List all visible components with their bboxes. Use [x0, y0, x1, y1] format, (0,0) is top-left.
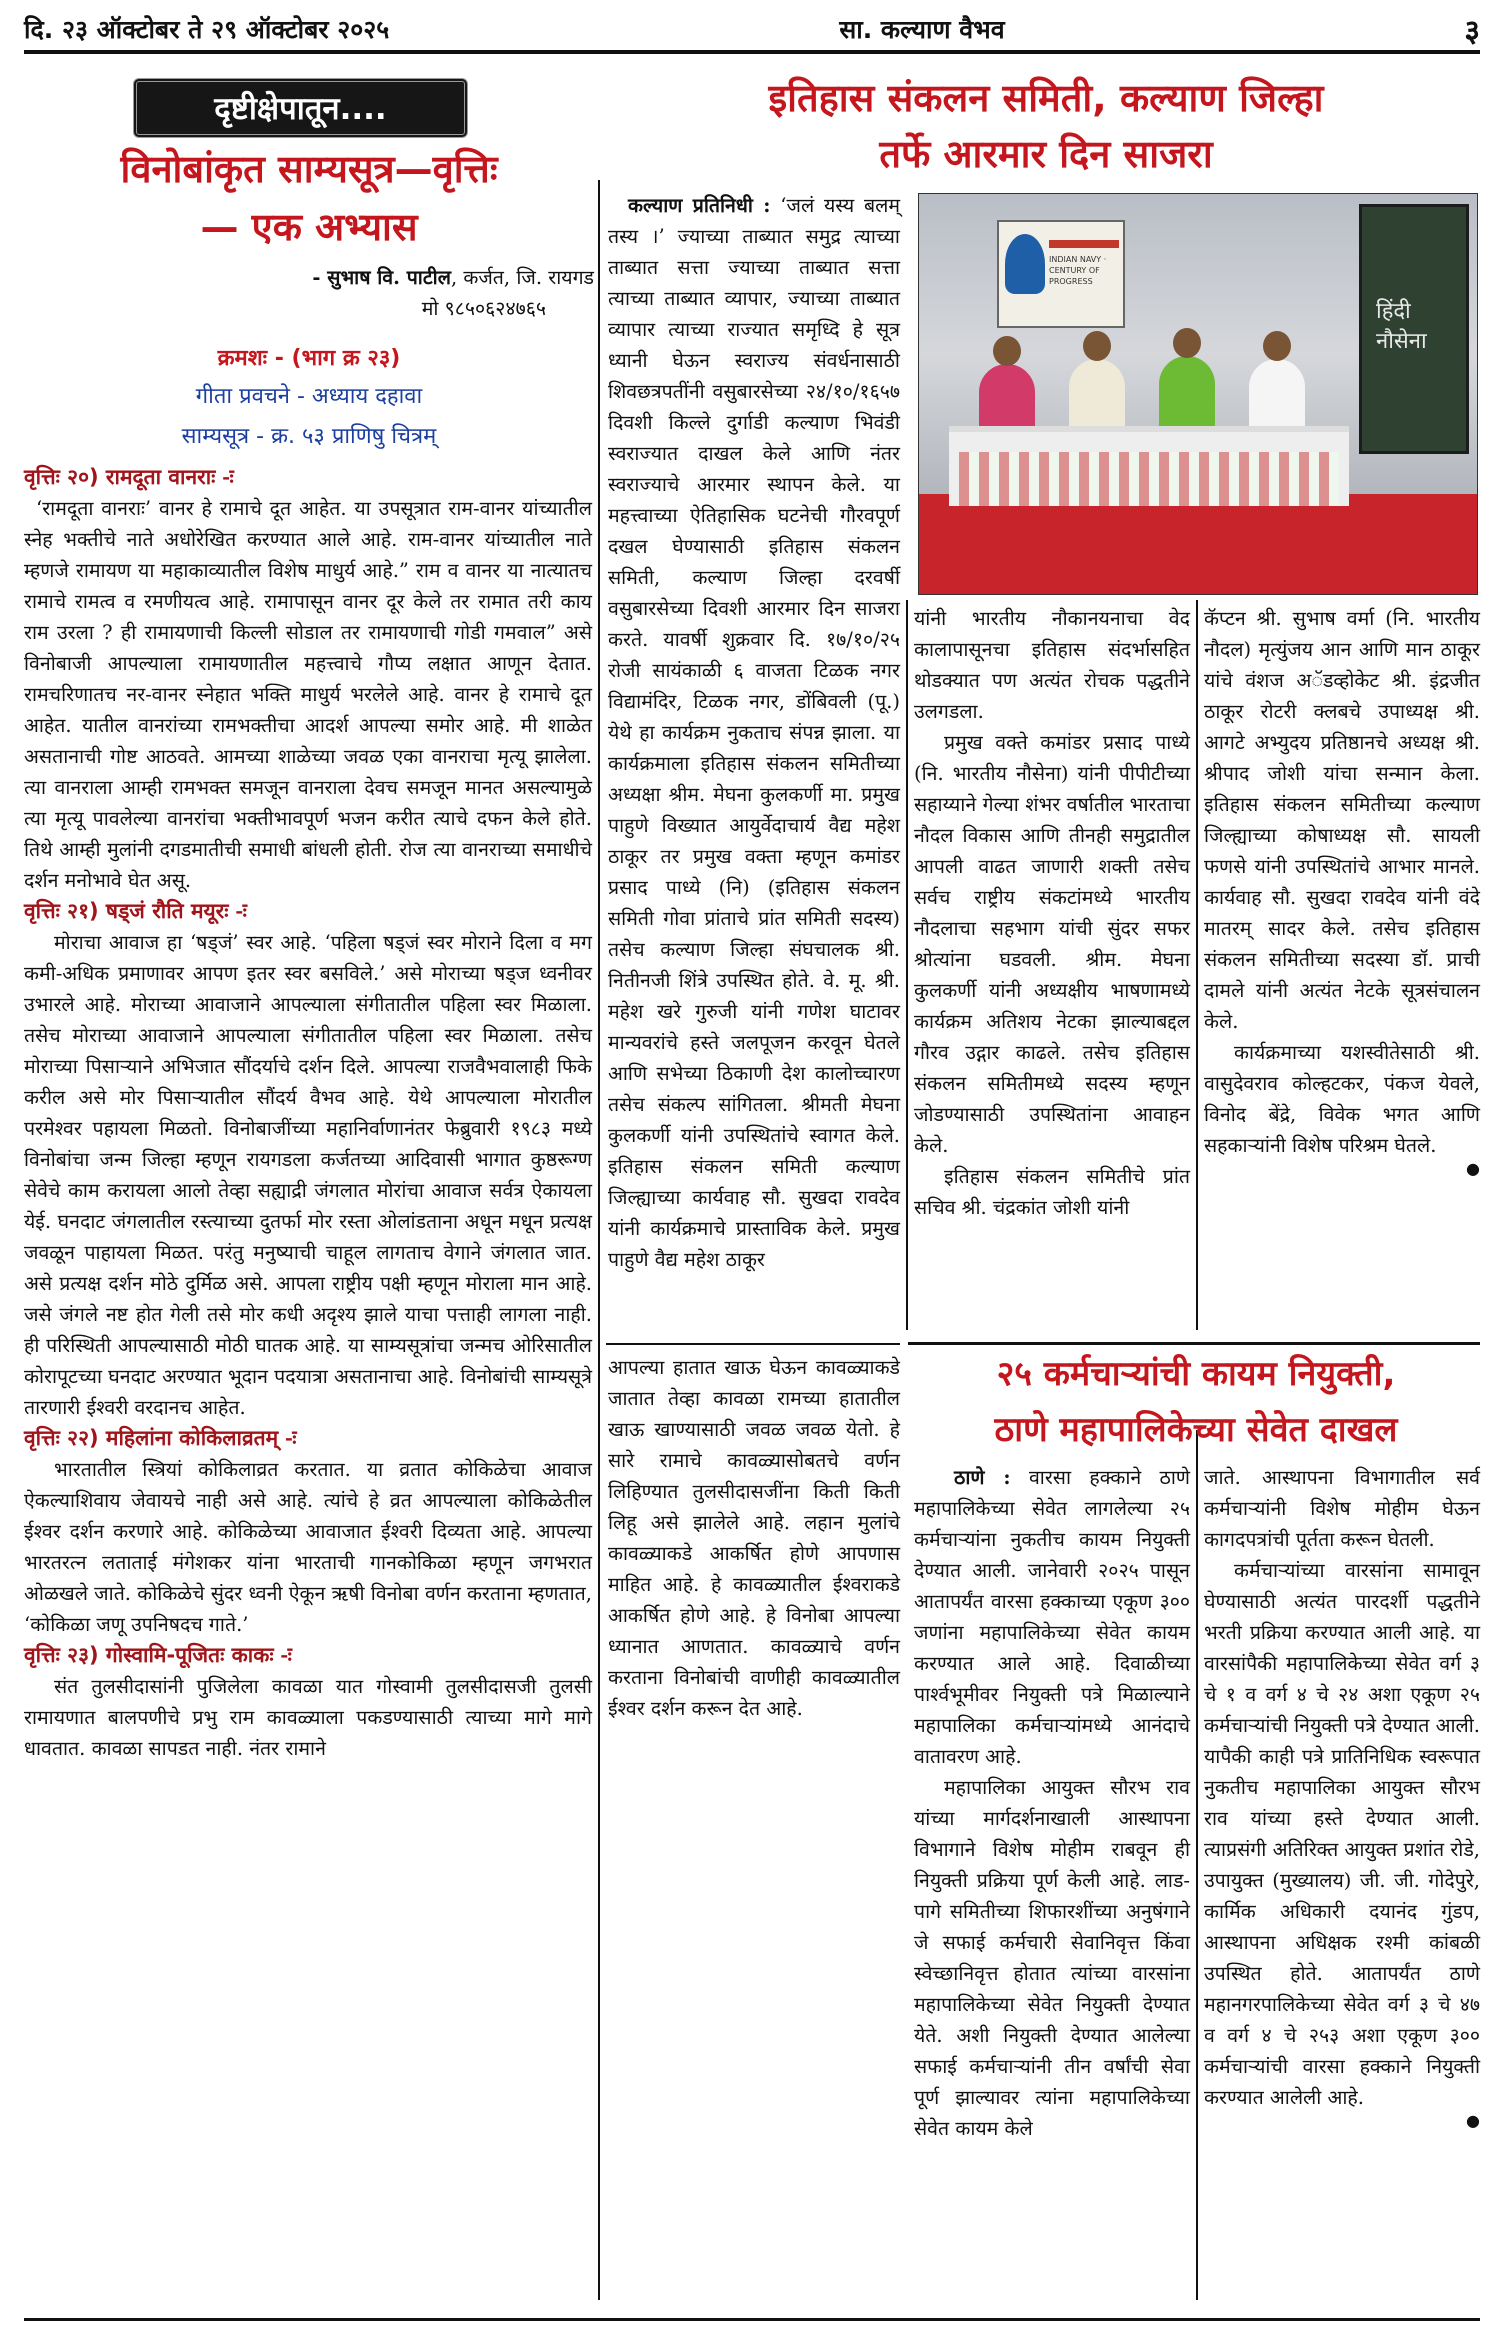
newspaper-name: सा. कल्याण वैभव — [839, 15, 1005, 44]
chalkboard — [1359, 204, 1469, 454]
stage-floor — [919, 494, 1478, 595]
section-heading-21: वृत्तिः २१) षड्जं रौति मयूरः -ः — [24, 899, 247, 923]
column-divider-center — [906, 600, 908, 1330]
right-article-title-line1: २५ कर्मचाऱ्यांची कायम नियुक्ती, — [996, 1354, 1396, 1394]
center-col3-body: कॅप्टन श्री. सुभाष वर्मा (नि. भारतीय नौदल) मृत्युंजय आन आणि मान ठाकूर यांचे वंशज अॅडव्होकेट श्री. इंद्रजीत ठाकूर रोटरी क्लबचे उपाध्यक्ष श्री. आगटे अभ्युदय प्रतिष्ठानचे अध्यक्ष श्री. श्रीपाद जोशी यांचा सन्मान केला. इतिहास संकलन समितीच्या कल्याण जिल्ह्याच्या कोषाध्यक्ष सौ. सायली फणसे यांनी उपस्थितांचे आभार मानले. कार्यवाह सौ. सुखदा रावदेव यांनी वंदे मातरम् सादर केले. तसेच इतिहास संकलन समितीच्या सदस्या डॉ. प्राची दामले यांनी अत्यंत नेटके सूत्रसंचालन केले. — [1204, 607, 1480, 1033]
column-divider-right-top — [1196, 600, 1198, 1330]
section-heading-22: वृत्तिः २२) महिलांना कोकिलाव्रतम् -ः — [24, 1426, 297, 1450]
right-article-col2 — [1204, 1462, 1480, 2129]
center-article-title-line2: तर्फे आरमार दिन साजरा — [879, 132, 1213, 176]
left-article-continuation — [608, 1352, 900, 1724]
right-col1-text: वारसा हक्काने ठाणे महापालिकेच्या सेवेत लागलेल्या २५ कर्मचाऱ्यांना नुकतीच कायम नियुक्ती देण्यात आली. जानेवारी २०२५ पासून आतापर्यंत वारसा हक्काच्या एकूण ३०० जणांना महापालिकेच्या सेवेत कायम करण्यात आले आहे. दिवाळीच्या पार्श्वभूमीवर नियुक्ती पत्रे मिळाल्याने महापालिका कर्मचाऱ्यांमध्ये आनंदाचे वातावरण आहे. — [914, 1466, 1191, 1768]
subtitle-chapter: गीता प्रवचने - अध्याय दहावा — [195, 384, 423, 409]
center-article-col3 — [1204, 603, 1480, 1177]
column-badge: दृष्टीक्षेपातून.... — [133, 78, 468, 138]
center-body-text: ‘जलं यस्य बलम् तस्य ।’ ज्याच्या ताब्यात समुद्र त्याच्या ताब्यात सत्ता ज्याच्या ताब्यात सत्ता त्याच्या ताब्यात व्यापार, ज्याच्या ताब्यात व्यापार त्याच्या राज्यात समृध्दि हे सूत्र ध्यानी घेऊन स्वराज्य संवर्धनासाठी शिवछत्रपतींनी वसुबारसेच्या २४/१०/१६५७ दिवशी किल्ले दुर्गाडी कल्याण भिवंडी स्वराज्यात दाखल केले आणि नंतर स्वराज्याचे आरमार स्थापन केले. या महत्त्वाच्या ऐतिहासिक घटनेची गौरवपूर्ण दखल घेण्यासाठी इतिहास संकलन समिती, कल्याण जिल्हा दरवर्षी वसुबारसेच्या दिवशी आरमार दिन साजरा करते. यावर्षी शुक्रवार दि. १७/१०/२५ रोजी सायंकाळी ६ वाजता टिळक नगर विद्यामंदिर, टिळक नगर, डोंबिवली (पू.) येथे हा कार्यक्रम नुकताच संपन्न झाला. या कार्यक्रमाला इतिहास संकलन समितीच्या अध्यक्षा श्रीम. मेघना कुलकर्णी मा. प्रमुख पाहुणे विख्यात आयुर्वेदाचार्य वैद्य महेश ठाकूर तर प्रमुख वक्ता म्हणून कमांडर प्रसाद पाध्ये (नि) (इतिहास संकलन समिती गोवा प्रांताचे प्रांत समिती सदस्य) तसेच कल्याण जिल्हा संघचालक श्री. नितीनजी शिंत्रे उपस्थित होते. वे. मू. श्री. महेश खरे गुरुजी यांनी गणेश घाटावर मान्यवरांचे हस्ते जलपूजन करवून घेतले आणि सभेच्या ठिकाणी देश कालोच्चारण तसेच संकल्प सांगितला. श्रीमती मेघना कुलकर्णी यांनी उपस्थितांचे स्वागत केले. इतिहास संकलन समिती कल्याण जिल्ह्याच्या कार्यवाह सौ. सुखदा रावदेव यांनी कार्यक्रमाचे प्रास्ताविक केले. प्रमुख पाहुणे वैद्य महेश ठाकूर — [608, 194, 900, 1271]
section-heading-23: वृत्तिः २३) गोस्वामि-पूजितः काकः -ः — [24, 1643, 292, 1667]
series-label: क्रमशः - (भाग क्र २३) — [217, 346, 401, 371]
center-end-mark: ● — [1466, 1159, 1480, 1178]
event-photo — [918, 193, 1478, 595]
page-number: ३ — [1464, 13, 1480, 49]
right-dateline: ठाणे : — [954, 1466, 1011, 1489]
continuation-body: आपल्या हातात खाऊ घेऊन कावळ्याकडे जातात तेव्हा कावळा रामच्या हातातील खाऊ खाण्यासाठी जवळ जवळ येतो. हे सारे रामाचे कावळ्यासोबतचे वर्णन लिहिण्यात तुलसीदासजींना किती किती लिहू असे झालेले आहे. लहान मुलांचे कावळ्याकडे आकर्षित होणे आपणास माहित आहे. हे कावळ्यातील ईश्वराकडे आकर्षित होणे आहे. हे विनोबा आपल्या ध्यानात आणतात. कावळ्याचे वर्णन करताना विनोबांची वाणीही कावळ्यातील ईश्वर दर्शन करून देत आहे. — [608, 1356, 900, 1720]
left-article-body — [24, 462, 592, 1764]
section-body-20: ‘रामदूता वानराः’ वानर हे रामाचे दूत आहेत. या उपसूत्रात राम-वानर यांच्यातील स्नेह भक्तीचे नाते अधोरेखित करण्यात आले आहे. राम-वानर यांच्यातील नाते म्हणजे रामायण या महाकाव्यातील विशेष माधुर्य आहे.” राम व वानर या नात्यातच रामाचे रामत्व व रमणीयत्व आहे. रामापासून वानर दूर केले तर रामात तरी काय राम उरला ? ही रामायणाची किल्ली सोडाल तर रामायणाची गोडी गमवाल” असे विनोबाजी आपल्याला रामायणातील महत्त्वाचे गौप्य लक्षात आणून देतात. रामचरिणातच नर-वानर स्नेहात भक्ति माधुर्य भरलेले आहे. वानर हे रामाचे दूत आहेत. यातील वानरांच्या रामभक्तीचा आदर्श आपल्या समोर आहे. मी शाळेत असतानाची गोष्ट आठवते. आमच्या शाळेच्या जवळ एका वानराचा मृत्यू झालेला. त्या वानराला आम्ही रामभक्त समजून वानराला देवच समजून मानत असल्यामुळे त्या मृत्यू पावलेल्या वानरांचा भक्तीभावपूर्ण भजन करीत त्याचे दफन केले होते. तिथे आम्ही मुलांनी दगडमातीची समाधी बांधली होती. रोज त्या वानराच्या समाधीचे दर्शन मनोभावे घेत असू. — [24, 497, 592, 892]
right-article-col1 — [914, 1462, 1190, 2144]
center-col2-body: यांनी भारतीय नौकानयनाचा वेद कालापासूनचा इतिहास संदर्भासहित थोडक्यात पण अत्यंत रोचक पद्धतीने उलगडला. — [914, 607, 1190, 723]
subtitle-sutra: साम्यसूत्र - क्र. ५३ प्राणिषु चित्रम् — [181, 424, 437, 449]
center-col2-p3: इतिहास संकलन समितीचे प्रांत सचिव श्री. चंद्रकांत जोशी यांनी — [914, 1165, 1190, 1219]
chalkboard-text: हिंदी नौसेना — [1376, 299, 1427, 354]
section-body-22: भारतातील स्त्रियां कोकिलाव्रत करतात. या व्रतात कोकिळेचा आवाज ऐकल्याशिवाय जेवायचे नाही असे आहे. त्यांचे हे व्रत आपल्याला कोकिळेतील ईश्वर दर्शन करणारे आहे. कोकिळेच्या आवाजात ईश्वरी दिव्यता आहे. आपल्या भारतरत्न लताताई मंगेशकर यांना भारताची गानकोकिळा म्हणून जगभरात ओळखले जाते. कोकिळेचे सुंदर ध्वनी ऐकून ऋषी विनोबा वर्णन करताना म्हणतात, ‘कोकिळा जणू उपनिषदच गाते.’ — [24, 1458, 592, 1636]
section-divider-right — [908, 1342, 1480, 1345]
right-end-mark: ● — [1466, 2111, 1480, 2130]
left-article-byline — [24, 262, 594, 324]
center-article-body — [608, 190, 900, 1275]
right-col1-p2: महापालिका आयुक्त सौरभ राव यांच्या मार्गदर्शनाखाली आस्थापना विभागाने विशेष मोहीम राबवून ही नियुक्ती प्रक्रिया पूर्ण केली आहे. लाड-पागे समितीच्या शिफारशींच्या अनुषंगाने जे सफाई कर्मचारी सेवानिवृत्त किंवा स्वेच्छानिवृत्त होतात त्यांच्या वारसांना महापालिकेच्या सेवेत नियुक्ती देण्यात येते. अशी नियुक्ती देण्यात आलेल्या सफाई कर्मचाऱ्यांनी तीन वर्षांची सेवा पूर्ण झाल्यावर त्यांना महापालिकेच्या सेवेत कायम केले — [914, 1776, 1190, 2140]
projector-screen — [997, 220, 1125, 328]
center-dateline: कल्याण प्रतिनिधी : — [628, 194, 771, 217]
stage-table — [949, 426, 1349, 506]
right-article-title-line2: ठाणे महापालिकेच्या सेवेत दाखल — [994, 1410, 1398, 1450]
section-divider-center — [606, 1343, 900, 1345]
left-article-title-line1: विनोबांकृत साम्यसूत्र—वृत्तिः — [120, 147, 498, 191]
center-col3-p2: कार्यक्रमाच्या यशस्वीतेसाठी श्री. वासुदेवराव कोल्हटकर, पंकज येवले, विनोद बेंद्रे, विवेक भगत आणि सहकाऱ्यांनी विशेष परिश्रम घेतले. — [1204, 1041, 1480, 1157]
center-article-col2 — [914, 603, 1190, 1223]
author-place: , कर्जत, जि. रायगड — [450, 266, 594, 289]
section-body-21: मोराचा आवाज हा ‘षड्जं’ स्वर आहे. ‘पहिला षड्जं स्वर मोराने दिला व मग कमी-अधिक प्रमाणावर आपण इतर स्वर बसविले.’ असे मोराच्या षड्ज ध्वनीवर उभारले आहे. मोराच्या आवाजाने आपल्याला संगीतातील पहिला स्वर मिळाला. तसेच मोराच्या आवाजाने आपल्याला संगीतातील पहिला स्वर मिळाला. तसेच मोराच्या पिसाऱ्याने अभिजात सौंदर्याचे दर्शन दिले. आपल्या राजवैभवालाही फिके करील असे मोर पिसाऱ्यातील सौंदर्य वैभव आहे. येथे आपल्याला मोरातील परमेश्वर पहायला मिळतो. विनोबाजींच्या महानिर्वाणानंतर फेब्रुवारी १९८३ मध्ये विनोबांचा जन्म जिल्हा म्हणून रायगडला कर्जतच्या आदिवासी भागात कुष्ठरूग्ण सेवेचे काम करायला आलो तेव्हा सह्याद्री जंगलात मोरांचा आवाज सर्वत्र ऐकायला येई. घनदाट जंगलातील रस्त्याच्या दुतर्फा मोर रस्ता ओलांडताना अधून मधून प्रत्यक्ष जवळून पाहायला मिळत. परंतु मनुष्याची चाहूल लागताच वेगाने जंगलात जात. असे प्रत्यक्ष दर्शन मोठे दुर्मिळ असे. आपला राष्ट्रीय पक्षी म्हणून मोराला मान आहे. जसे जंगले नष्ट होत गेली तसे मोर कधी अदृश्य झाले याचा पत्ताही लागला नाही. ही परिस्थिती आपल्यासाठी मोठी घातक आहे. या साम्यसूत्रांचा जन्मच ओरिसातील कोरापूटच्या घनदाट अरण्यात भूदान पदयात्रा असतानाचा आहे. विनोबांची साम्यसूत्रे तारणारी ईश्वरी वरदानच आहेत. — [24, 931, 592, 1419]
section-body-23: संत तुलसीदासांनी पुजिलेला कावळा यात गोस्वामी तुलसीदासजी तुलसी रामायणात बालपणीचे प्रभु राम कावळ्याला पकडण्यासाठी त्याच्या मागे मागे धावतात. कावळा सापडत नाही. नंतर रामाने — [24, 1675, 592, 1760]
column-divider-left — [598, 180, 600, 2300]
projector-screen-text: INDIAN NAVY · CENTURY OF PROGRESS — [1049, 255, 1107, 286]
center-col2-p2: प्रमुख वक्ते कमांडर प्रसाद पाध्ये (नि. भारतीय नौसेना) यांनी पीपीटीच्या सहाय्याने गेल्या शंभर वर्षातील भारताचा नौदल विकास आणि तीनही समुद्रातील आपली वाढत जाणारी शक्ती तसेच सर्वच राष्ट्रीय संकटांमध्ये भारतीय नौदलाचा सहभाग यांची सुंदर सफर श्रोत्यांना घडवली. श्रीम. मेघना कुलकर्णी यांनी अध्यक्षीय भाषणामध्ये कार्यक्रम अतिशय नेटका झाल्याबद्दल गौरव उद्गार काढले. तसेच इतिहास संकलन समितीमध्ये सदस्य म्हणून जोडण्यासाठी उपस्थितांना आवाहन केले. — [914, 731, 1190, 1157]
left-article-title-line2: — एक अभ्यास — [200, 205, 418, 249]
page-header — [24, 8, 1480, 54]
author-name: - सुभाष वि. पाटील — [312, 266, 451, 289]
section-heading-20: वृत्तिः २०) रामदूता वानराः -ः — [24, 465, 234, 489]
right-col2-p2: कर्मचाऱ्यांच्या वारसांना सामावून घेण्यासाठी अत्यंत पारदर्शी पद्धतीने भरती प्रक्रिया करण्यात आली आहे. या वारसांपैकी महापालिकेच्या सेवेत वर्ग ३ चे १ व वर्ग ४ चे २४ अशा एकूण २५ कर्मचाऱ्यांची नियुक्ती पत्रे देण्यात आली. यापैकी काही पत्रे प्रातिनिधिक स्वरूपात नुकतीच महापालिका आयुक्त सौरभ राव यांच्या हस्ते देण्यात आली. त्याप्रसंगी अतिरिक्त आयुक्त प्रशांत रोडे, उपायुक्त (मुख्यालय) जी. जी. गोदेपुरे, कार्मिक अधिकारी दयानंद गुंडप, आस्थापना अधिक्षक रश्मी कांबळी उपस्थित होते. आतापर्यंत ठाणे महानगरपालिकेच्या सेवेत वर्ग ३ चे ४७ व वर्ग ४ चे २५३ अशा एकूण ३०० कर्मचाऱ्यांची वारसा हक्काने नियुक्ती करण्यात आलेली आहे. — [1204, 1559, 1480, 2109]
footer-rule — [24, 2318, 1480, 2321]
center-article-title-line1: इतिहास संकलन समिती, कल्याण जिल्हा — [768, 76, 1324, 120]
right-col2-body: जाते. आस्थापना विभागातील सर्व कर्मचाऱ्यांनी विशेष मोहीम घेऊन कागदपत्रांची पूर्तता करून घेतली. — [1204, 1466, 1480, 1551]
issue-date: दि. २३ ऑक्टोबर ते २९ ऑक्टोबर २०२५ — [24, 15, 390, 44]
author-phone: मो ९८५०६२४७६५ — [421, 297, 546, 320]
column-divider-right-bottom — [1196, 1430, 1198, 2300]
